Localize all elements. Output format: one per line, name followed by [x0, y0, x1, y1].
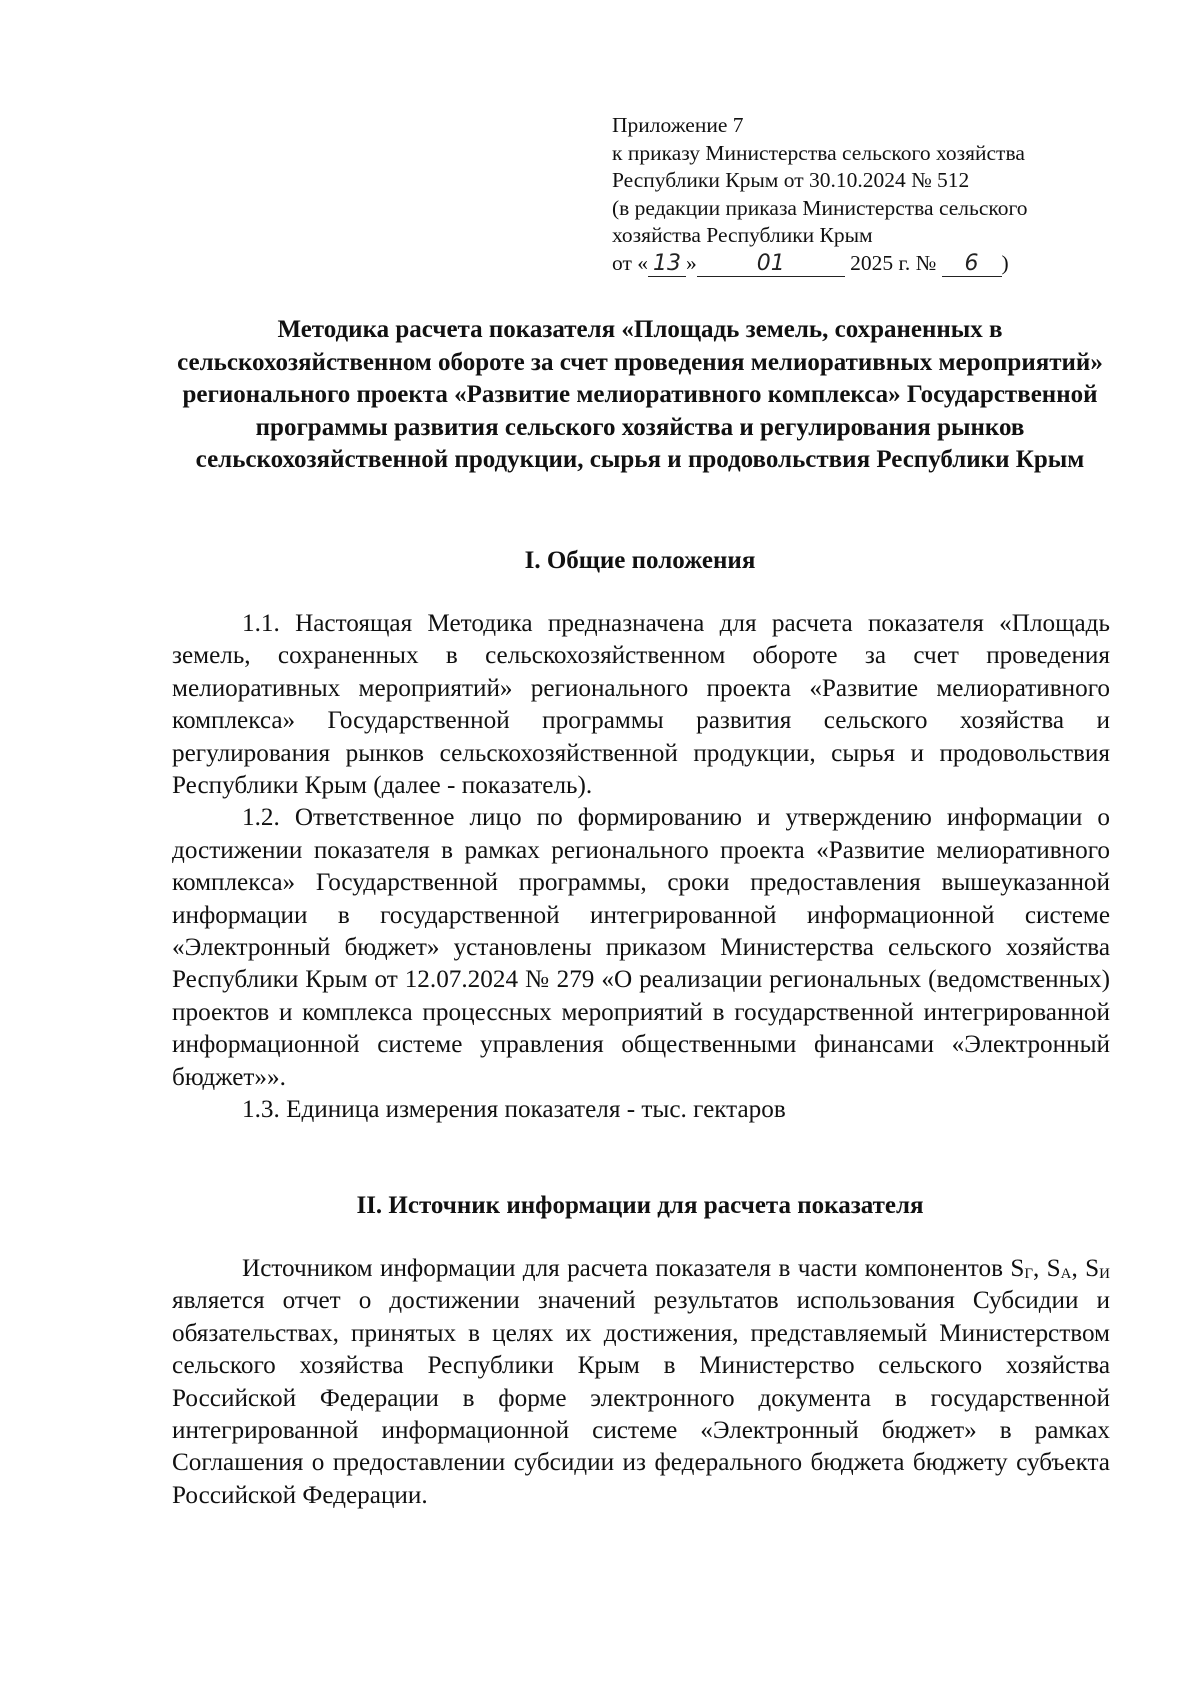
appendix-revision-date [612, 250, 1132, 278]
handwritten-number: 6 [942, 252, 1002, 277]
section-2-body [172, 1253, 1110, 1512]
handwritten-month: 01 [697, 252, 845, 277]
appendix-revision-ministry: хозяйства Республики Крым [612, 223, 873, 247]
appendix-order-ref: к приказу Министерства сельского хозяйства [612, 140, 1025, 165]
date-day-close: » [686, 250, 697, 275]
section-1-body [172, 608, 1110, 1127]
document-title: Методика расчета показателя «Площадь земель, сохраненных в сельскохозяйственном обороте за счет проведения мелиоративных мероприятий» регионального проекта «Развитие мелиоративного комплекса» Государственной программы развития сельского хозяйства и регулирования рынков сельскохозяйственной продукции, сырья и продовольствия Республики Крым [177, 316, 1103, 473]
paragraph-1-3: 1.3. Единица измерения показателя - тыс. гектаров [242, 1096, 786, 1124]
appendix-number: Приложение 7 [612, 113, 744, 137]
section-1-heading: I. Общие положения [524, 547, 756, 574]
appendix-revision: (в редакции приказа Министерства сельского [612, 195, 1028, 220]
paragraph-2-1: Источником информации для расчета показателя в части компонентов $S_Г$, $S_А$, $S_И$ является отчет о достижении значений результатов использования Субсидии и обязательствах, принятых в целях их достижения, представляемый Министерством сельского хозяйства Республики Крым в Министерство сельского хозяйства Российской Федерации в форме электронного документа в государственной интегрированной информационной системе «Электронный бюджет» в рамках Соглашения о предоставлении субсидии из федерального бюджета бюджету субъекта Российской Федерации. [172, 1255, 1110, 1509]
section-2-heading: II. Источник информации для расчета показателя [356, 1192, 924, 1219]
handwritten-day: 13 [648, 252, 686, 277]
paragraph-1-2: 1.2. Ответственное лицо по формированию и утверждению информации о достижении показателя в рамках регионального проекта «Развитие мелиоративного комплекса» Государственной программы, сроки предоставления вышеуказанной информации в государственной интегрированной информационной системе «Электронный бюджет» установлены приказом Министерства сельского хозяйства Республики Крым от 12.07.2024 № 279 «О реализации региональных (ведомственных) проектов и комплекса процессных мероприятий в государственной интегрированной информационной системе управления общественными финансами «Электронный бюджет»». [172, 804, 1110, 1091]
paragraph-1-1: 1.1. Настоящая Методика предназначена для расчета показателя «Площадь земель, сохраненных в сельскохозяйственном обороте за счет проведения мелиоративных мероприятий» регионального проекта «Развитие мелиоративного комплекса» Государственной программы развития сельского хозяйства и регулирования рынков сельскохозяйственной продукции, сырья и продовольствия Республики Крым (далее - показатель). [172, 610, 1110, 800]
date-close-paren: ) [1001, 250, 1009, 275]
appendix-order-date: Республики Крым от 30.10.2024 № 512 [612, 168, 970, 192]
appendix-header [612, 112, 1132, 277]
date-year-label: 2025 г. № [850, 250, 937, 275]
date-from-label: от « [612, 250, 648, 275]
